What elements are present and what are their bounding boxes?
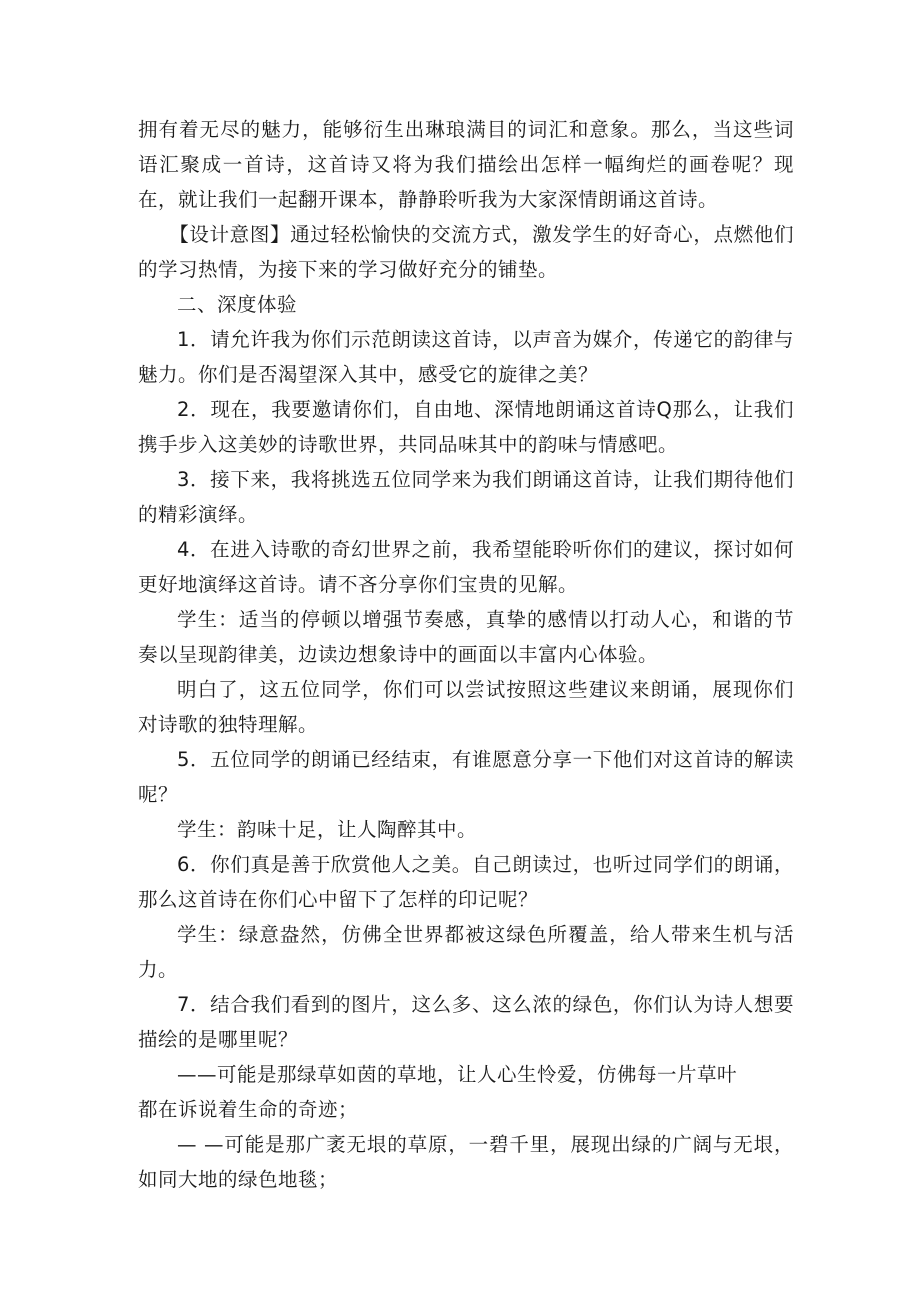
teacher-response-1: 明白了，这五位同学，你们可以尝试按照这些建议来朗诵，展现你们对诗歌的独特理解。 — [138, 678, 794, 736]
paragraph-design-intent: 【设计意图】通过轻松愉快的交流方式，激发学生的好奇心，点燃他们的学习热情，为接下来的学习做好充分的铺垫。 — [138, 223, 794, 281]
list-item-1: 1．请允许我为你们示范朗读这首诗，以声音为媒介，传递它的韵律与魅力。你们是否渴望深入其中，感受它的旋律之美？ — [138, 328, 794, 386]
document-page — [138, 112, 794, 1197]
paragraph-intro: 拥有着无尽的魅力，能够衍生出琳琅满目的词汇和意象。那么，当这些词语汇聚成一首诗，这首诗又将为我们描绘出怎样一幅绚烂的画卷呢？现在，就让我们一起翻开课本，静静聆听我为大家深情朗诵这首诗。 — [138, 118, 794, 211]
section-heading: 二、深度体验 — [177, 293, 298, 316]
list-item-4: 4．在进入诗歌的奇幻世界之前，我希望能聆听你们的建议，探讨如何更好地演绎这首诗。请不吝分享你们宝贵的见解。 — [138, 538, 794, 596]
student-response-3: 学生：绿意盎然，仿佛全世界都被这绿色所覆盖，给人带来生机与活力。 — [138, 923, 794, 981]
list-item-2: 2．现在，我要邀请你们，自由地、深情地朗诵这首诗Q那么，让我们携手步入这美妙的诗歌世界，共同品味其中的韵味与情感吧。 — [138, 398, 794, 456]
student-response-1: 学生：适当的停顿以增强节奏感，真挚的感情以打动人心，和谐的节奏以呈现韵律美，边读边想象诗中的画面以丰富内心体验。 — [138, 608, 794, 666]
dash-item-2: — —可能是那广袤无垠的草原，一碧千里，展现出绿的广阔与无垠，如同大地的绿色地毯； — [138, 1133, 794, 1191]
dash-item-1-line-b: 都在诉说着生命的奇迹； — [138, 1098, 359, 1121]
list-item-3: 3．接下来，我将挑选五位同学来为我们朗诵这首诗，让我们期待他们的精彩演绎。 — [138, 468, 794, 526]
list-item-6: 6．你们真是善于欣赏他人之美。自己朗读过，也听过同学们的朗诵，那么这首诗在你们心中留下了怎样的印记呢？ — [138, 853, 794, 911]
list-item-5: 5．五位同学的朗诵已经结束，有谁愿意分享一下他们对这首诗的解读呢？ — [138, 748, 794, 806]
dash-item-1-line-a: ——可能是那绿草如茵的草地，让人心生怜爱，仿佛每一片草叶 — [177, 1063, 738, 1086]
student-response-2: 学生：韵味十足，让人陶醉其中。 — [177, 818, 478, 841]
list-item-7: 7．结合我们看到的图片，这么多、这么浓的绿色，你们认为诗人想要描绘的是哪里呢？ — [138, 993, 794, 1051]
